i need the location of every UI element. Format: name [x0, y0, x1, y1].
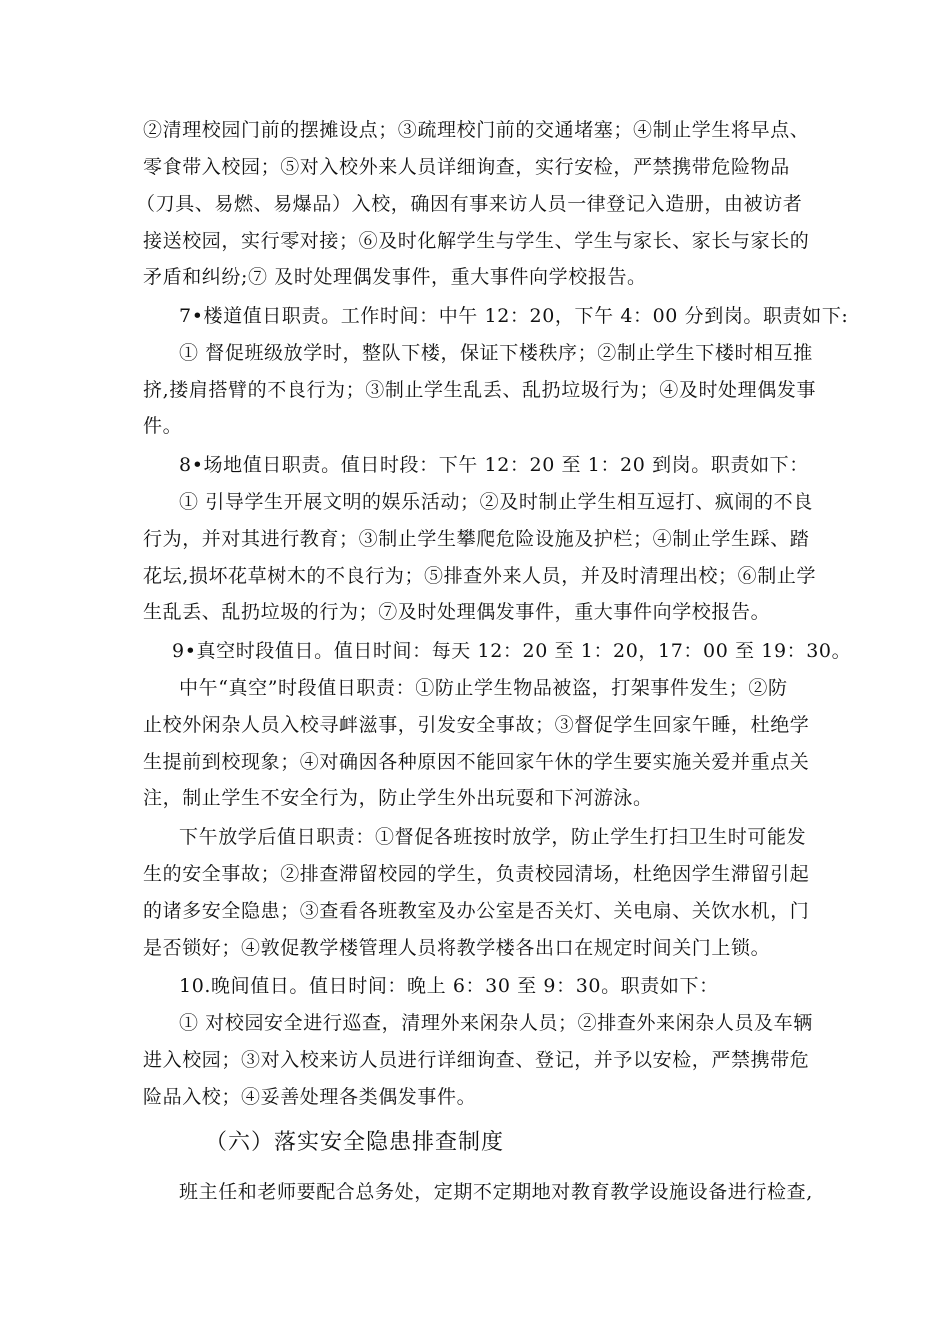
body-text-line: 是否锁好；④敦促教学楼管理人员将教学楼各出口在规定时间关门上锁。 [143, 937, 771, 959]
item-9-heading: 9•真空时段值日。值日时间：每天 12：20 至 1：20，17：00 至 19：30。 [172, 640, 852, 662]
body-text-line: 生的安全事故；②排查滞留校园的学生，负责校园清场，杜绝因学生滞留引起 [143, 863, 810, 885]
item-10-heading: 10.晚间值日。值日时间：晚上 6：30 至 9：30。职责如下： [179, 975, 719, 997]
body-text-line: （刀具、易燃、易爆品）入校，确因有事来访人员一律登记入造册，由被访者 [136, 193, 803, 215]
body-text-line: ① 引导学生开展文明的娱乐活动；②及时制止学生相互逗打、疯闹的不良 [179, 491, 813, 513]
item-8-heading: 8•场地值日职责。值日时段：下午 12：20 至 1：20 到岗。职责如下： [179, 454, 809, 476]
body-text-line: 注，制止学生不安全行为，防止学生外出玩耍和下河游泳。 [143, 787, 653, 809]
body-text-line: 险品入校；④妥善处理各类偶发事件。 [143, 1086, 477, 1108]
body-text-line: 行为，并对其进行教育；③制止学生攀爬危险设施及护栏；④制止学生踩、踏 [143, 528, 810, 550]
body-text-line: ②清理校园门前的摆摊设点；③疏理校门前的交通堵塞；④制止学生将早点、 [143, 119, 810, 141]
body-text-line: ① 对校园安全进行巡查，清理外来闲杂人员；②排查外来闲杂人员及车辆 [179, 1012, 813, 1034]
body-text-line: 的诸多安全隐患；③查看各班教室及办公室是否关灯、关电扇、关饮水机，门 [143, 900, 810, 922]
body-text-line: 花坛,损坏花草树木的不良行为；⑤排查外来人员，并及时清理出校；⑥制止学 [143, 565, 817, 587]
body-text-line: 挤,搂肩搭臂的不良行为；③制止学生乱丢、乱扔垃圾行为；④及时处理偶发事 [143, 379, 817, 401]
body-text-line: 生乱丢、乱扔垃圾的行为；⑦及时处理偶发事件，重大事件向学校报告。 [143, 601, 771, 623]
body-text-line: 矛盾和纠纷;⑦ 及时处理偶发事件，重大事件向学校报告。 [143, 266, 647, 288]
item-7-heading: 7•楼道值日职责。工作时间：中午 12：20，下午 4：00 分到岗。职责如下: [179, 305, 849, 327]
body-text-line: 件。 [143, 415, 183, 437]
body-text-line: 下午放学后值日职责：①督促各班按时放学，防止学生打扫卫生时可能发 [179, 826, 807, 848]
body-text-line: ① 督促班级放学时，整队下楼，保证下楼秩序；②制止学生下楼时相互推 [179, 342, 813, 364]
body-text-line: 中午“真空”时段值日职责：①防止学生物品被盗，打架事件发生；②防 [179, 677, 788, 699]
body-text-line: 进入校园；③对入校来访人员进行详细询查、登记，并予以安检，严禁携带危 [143, 1049, 810, 1071]
body-text-line: 零食带入校园；⑤对入校外来人员详细询查，实行安检，严禁携带危险物品 [143, 156, 790, 178]
body-text-line: 班主任和老师要配合总务处，定期不定期地对教育教学设施设备进行检查, [179, 1181, 813, 1203]
body-text-line: 接送校园，实行零对接；⑥及时化解学生与学生、学生与家长、家长与家长的 [143, 230, 810, 252]
body-text-line: 止校外闲杂人员入校寻衅滋事，引发安全事故；③督促学生回家午睡，杜绝学 [143, 714, 810, 736]
section-heading: （六）落实安全隐患排查制度 [205, 1130, 505, 1155]
body-text-line: 生提前到校现象；④对确因各种原因不能回家午休的学生要实施关爱并重点关 [143, 751, 810, 773]
